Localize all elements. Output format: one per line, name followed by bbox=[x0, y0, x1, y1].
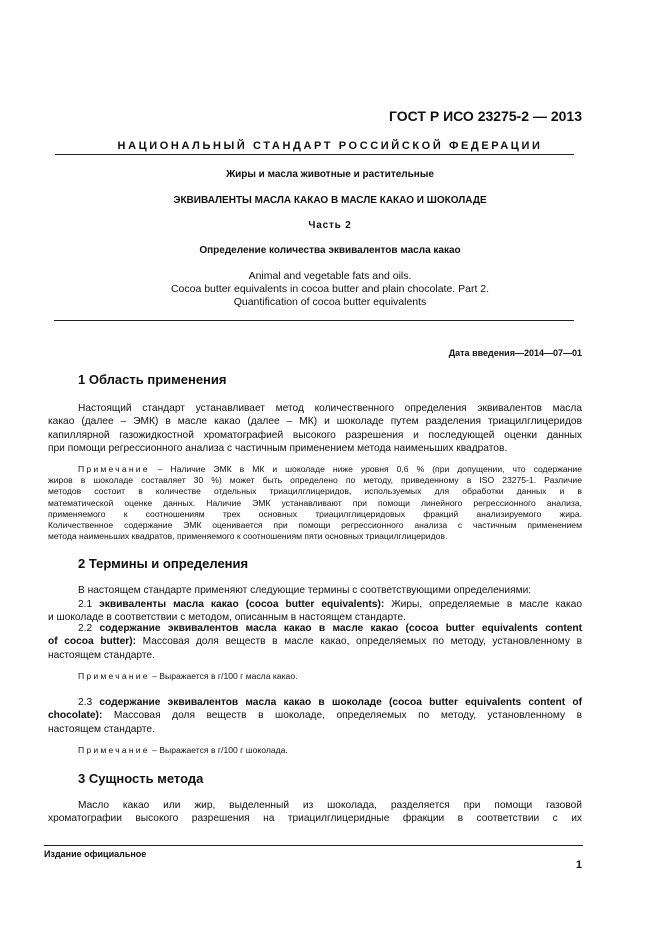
section-1-note bbox=[48, 464, 582, 542]
paragraph-line: капиллярной газожидкостной хроматографией высокого разрешения и последующей оценки данных bbox=[48, 429, 582, 441]
introduction-date: Дата введения—2014—07—01 bbox=[448, 348, 582, 358]
paragraph-line bbox=[48, 635, 582, 648]
paragraph-line bbox=[48, 696, 582, 709]
term-definition: Массовая доля веществ в масле какао, определяемых по методу, установленному в bbox=[135, 636, 582, 648]
note-label: Примечание bbox=[78, 671, 150, 681]
edition-label: Издание официальное bbox=[44, 849, 147, 859]
standard-subject: Жиры и масла животные и растительные bbox=[226, 169, 434, 180]
note-line bbox=[48, 464, 582, 475]
paragraph-line: В настоящем стандарте применяют следующие термины с соответствующими определениями: bbox=[78, 585, 532, 596]
note-line: математической оценке данных. Наличие ЭМК устанавливают при помощи линейного регрессионного анализа, bbox=[48, 497, 582, 508]
term-2-3-note bbox=[48, 745, 582, 756]
term-name-cont: of cocoa butter): bbox=[48, 636, 136, 648]
note-label: Примечание bbox=[78, 464, 150, 474]
note-line: метода наименьших квадратов, применяемого к соотношениям пяти основных триацилглицеридов. bbox=[48, 531, 448, 542]
paragraph-line: хроматографии высокого разрешения на триацилглицеридные фракции в соответствии с их bbox=[48, 813, 582, 825]
term-2-2 bbox=[48, 622, 582, 662]
paragraph-line: Настоящий стандарт устанавливает метод количественного определения эквивалентов масла bbox=[78, 403, 582, 414]
section-2-lead bbox=[48, 584, 582, 597]
document-code: ГОСТ Р ИСО 23275-2 — 2013 bbox=[389, 108, 582, 124]
paragraph-line: Масло какао или жир, выделенный из шоколада, разделяется при помощи газовой bbox=[78, 800, 582, 811]
note-text: – Выражается в г/100 г масла какао. bbox=[149, 671, 298, 681]
term-name-cont: chocolate): bbox=[48, 710, 103, 722]
term-name: содержание эквивалентов масла какао в масле какао (cocoa butter equivalents content bbox=[99, 623, 582, 634]
note-line: методов состоит в количестве отдельных триацилглицеридов, используемых для обработки данных и в bbox=[48, 486, 582, 497]
term-number: 2.1 bbox=[78, 599, 100, 610]
part-label: Часть 2 bbox=[308, 220, 352, 231]
section-3-heading: 3 Сущность метода bbox=[78, 771, 204, 786]
note-line: жиров в шоколаде составляет 30 %) может быть определено по методу, приведенному в ISO 23275-1. Различие bbox=[48, 475, 582, 486]
note-label: Примечание bbox=[78, 745, 150, 755]
paragraph-line: настоящем стандарте. bbox=[48, 723, 155, 735]
section-1-paragraph bbox=[48, 402, 582, 455]
term-2-2-note bbox=[48, 671, 582, 682]
standard-main-title: ЭКВИВАЛЕНТЫ МАСЛА КАКАО В МАСЛЕ КАКАО И ШОКОЛАДЕ bbox=[173, 195, 487, 206]
paragraph-line bbox=[48, 598, 582, 611]
note-line: применяемого к соотношениям трех основных триацилглицеридовых фракций анализируемого жира. bbox=[48, 508, 582, 519]
paragraph-line bbox=[48, 709, 582, 722]
term-definition: Жиры, определяемые в масле какао bbox=[384, 599, 582, 610]
term-number: 2.2 bbox=[78, 623, 100, 634]
title-divider bbox=[54, 320, 574, 321]
paragraph-line: какао (далее – ЭМК) в масле какао (далее – МК) и шоколаде путем разделения триацилглицеридов bbox=[48, 416, 582, 428]
page-number: 1 bbox=[575, 859, 582, 871]
section-1-heading: 1 Область применения bbox=[78, 372, 227, 387]
section-2-heading: 2 Термины и определения bbox=[78, 556, 249, 571]
section-3-paragraph bbox=[48, 799, 582, 826]
note-text: – Выражается в г/100 г шоколада. bbox=[149, 745, 288, 755]
term-2-3 bbox=[48, 696, 582, 736]
header-divider bbox=[55, 154, 574, 155]
term-number: 2.3 bbox=[78, 697, 100, 708]
paragraph-line: и шоколаде в соответствии с методом, описанным в настоящем стандарте. bbox=[48, 612, 406, 624]
english-title bbox=[60, 270, 600, 310]
term-definition: Массовая доля веществ в шоколаде, определяемых по методу, установленному в bbox=[102, 710, 582, 722]
paragraph-line bbox=[48, 622, 582, 635]
paragraph-line: настоящем стандарте. bbox=[48, 649, 155, 661]
term-2-1 bbox=[48, 598, 582, 625]
note-line bbox=[48, 745, 582, 756]
english-title-line: Quantification of cocoa butter equivalents bbox=[233, 296, 427, 309]
english-title-line: Animal and vegetable fats and oils. bbox=[248, 270, 412, 282]
term-name: эквиваленты масла какао (cocoa butter equivalents): bbox=[99, 599, 385, 610]
note-line bbox=[48, 671, 582, 682]
note-text: – Наличие ЭМК в МК и шоколаде ниже уровня 0,6 % (при допущении, что содержание bbox=[149, 464, 582, 474]
part-title: Определение количества эквивалентов масла какао bbox=[199, 245, 461, 256]
paragraph-line: при помощи регрессионного анализа с частичным применением метода наименьших квадратов. bbox=[48, 442, 508, 454]
note-line: Количественное содержание ЭМК оценивается при помощи регрессионного анализа с частичным применением bbox=[48, 520, 582, 531]
footer-divider bbox=[44, 845, 583, 846]
national-standard-title: НАЦИОНАЛЬНЫЙ СТАНДАРТ РОССИЙСКОЙ ФЕДЕРАЦИИ bbox=[117, 140, 543, 152]
term-name: содержание эквивалентов масла какао в шоколаде (cocoa butter equivalents content of bbox=[99, 697, 582, 708]
english-title-line: Cocoa butter equivalents in cocoa butter and plain chocolate. Part 2. bbox=[170, 283, 490, 296]
